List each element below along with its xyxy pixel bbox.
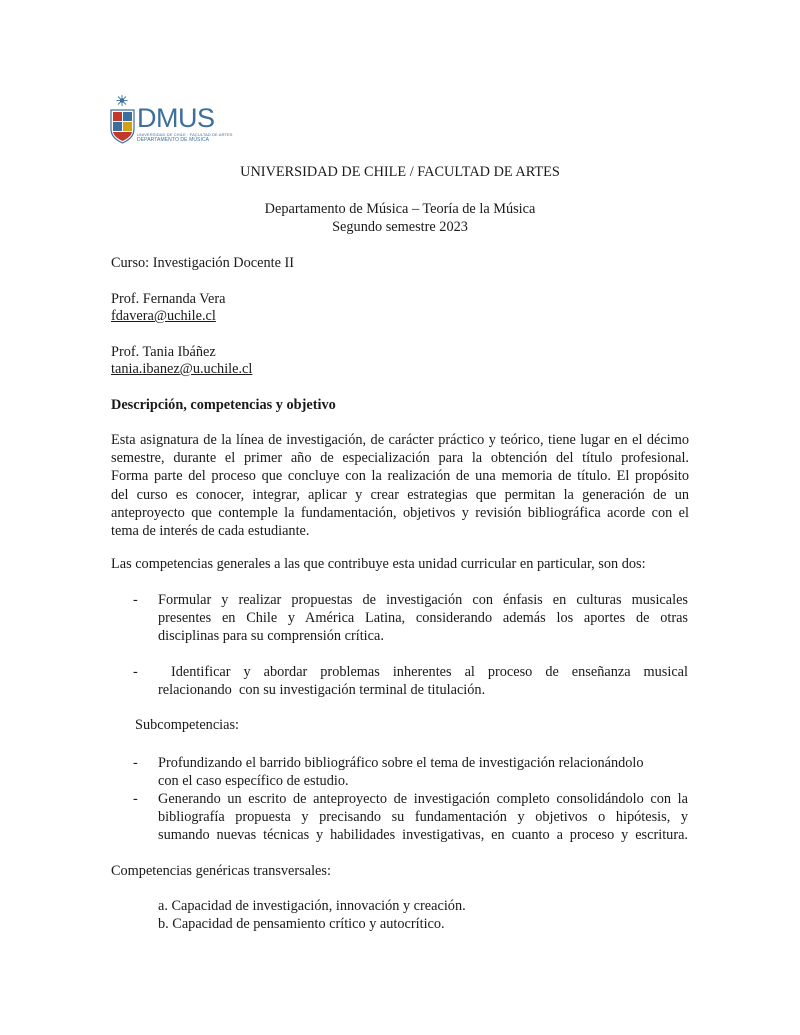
professor-email-link-2[interactable]: tania.ibanez@u.uchile.cl — [111, 361, 253, 377]
competency-line: disciplinas para su comprensión crítica. — [158, 628, 384, 645]
university-heading: UNIVERSIDAD DE CHILE / FACULTAD DE ARTES — [240, 164, 560, 180]
bullet-dash: - — [133, 592, 138, 608]
semester-heading: Segundo semestre 2023 — [332, 219, 468, 235]
professor-name-1: Prof. Fernanda Vera — [111, 291, 226, 307]
description-line: Forma parte del proceso que concluye con la realización de una memoria de título. El propósito — [111, 468, 689, 485]
professor-name-2: Prof. Tania Ibáñez — [111, 344, 216, 360]
competencies-intro: Las competencias generales a las que contribuye esta unidad curricular en particular, son dos: — [111, 556, 646, 572]
bullet-dash: - — [133, 755, 138, 771]
competency-item-2 — [158, 663, 688, 699]
logo-subtitle-faculty: UNIVERSIDAD DE CHILE · FACULTAD DE ARTES — [137, 132, 233, 137]
subcompetency-line: con el caso específico de estudio. — [158, 773, 349, 790]
description-line: tema de interés de cada estudiante. — [111, 522, 310, 539]
competency-line: Formular y realizar propuestas de investigación con énfasis en culturas musicales — [158, 592, 688, 608]
subcompetency-line: Generando un escrito de anteproyecto de investigación completo consolidándolo con la — [158, 791, 688, 807]
competency-item-1 — [158, 591, 688, 646]
subcompetency-item-1 — [158, 754, 688, 790]
competency-line: presentes en Chile y América Latina, considerando además los aportes de otras — [158, 610, 688, 627]
description-line: del curso es conocer, integrar, aplicar y crear estrategias que permitan la generación de un — [111, 486, 689, 503]
department-heading: Departamento de Música – Teoría de la Música — [264, 201, 536, 217]
description-line: Esta asignatura de la línea de investigación, de carácter práctico y teórico, tiene lugar en el décimo — [111, 432, 689, 448]
subcompetency-item-2 — [158, 790, 688, 845]
description-line: semestre, durante el primer año de especialización para la obtención del título profesional. — [111, 450, 689, 467]
university-seal-icon — [110, 93, 140, 148]
description-line: anteproyecto que contemple la fundamentación, objetivos y revisión bibliográfica acorde con el — [111, 504, 689, 521]
subcompetency-line: bibliografía propuesta y precisando su fundamentación y objetivos o hipótesis, y — [158, 809, 688, 826]
bullet-dash: - — [133, 791, 138, 807]
subcompetency-line: Profundizando el barrido bibliográfico sobre el tema de investigación relacionándolo — [158, 755, 644, 771]
section-heading: Descripción, competencias y objetivo — [111, 397, 336, 413]
generic-competencies-label: Competencias genéricas transversales: — [111, 863, 331, 879]
logo-title: DMUS — [137, 103, 215, 133]
subcompetencies-label: Subcompetencias: — [135, 717, 240, 733]
course-label: Curso: Investigación Docente II — [111, 255, 295, 271]
description-paragraph — [111, 431, 689, 540]
professor-email-link-1[interactable]: fdavera@uchile.cl — [111, 308, 216, 324]
generic-competency-a: a. Capacidad de investigación, innovación y creación. — [158, 898, 466, 914]
generic-competency-b: b. Capacidad de pensamiento crítico y autocrítico. — [158, 916, 445, 932]
dmus-logo — [110, 93, 233, 148]
logo-subtitle-department: DEPARTAMENTO DE MÚSICA — [137, 137, 210, 143]
bullet-dash: - — [133, 664, 138, 680]
subcompetency-line: sumando nuevas técnicas y habilidades investigativas, en cuanto a proceso y escritura. — [158, 827, 688, 844]
competency-line: relacionando con su investigación terminal de titulación. — [158, 682, 486, 699]
competency-line: Identificar y abordar problemas inherentes al proceso de enseñanza musical — [158, 664, 688, 680]
